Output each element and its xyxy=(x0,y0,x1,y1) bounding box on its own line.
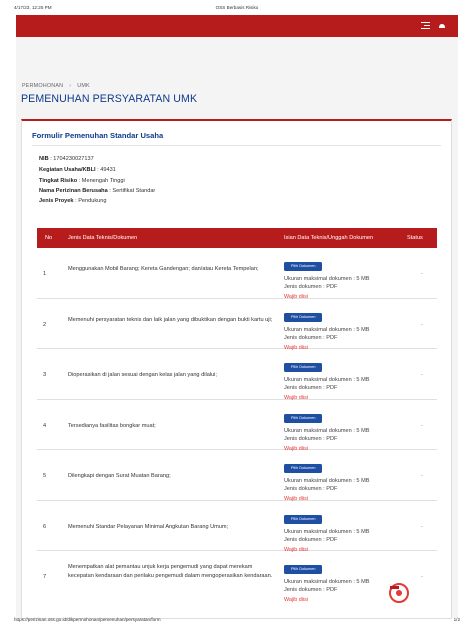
upload-cell xyxy=(284,254,409,300)
choose-document-button[interactable]: Pilih Dokumen xyxy=(284,565,322,574)
print-date: 4/17/23, 12:25 PM xyxy=(14,5,52,10)
max-size-label: Ukuran maksimal dokumen : 5 MB xyxy=(284,326,370,333)
doc-type-label: Jenis dokumen : PDF xyxy=(284,334,338,341)
table-row xyxy=(37,551,437,602)
max-size-label: Ukuran maksimal dokumen : 5 MB xyxy=(284,528,370,535)
feedback-button-icon[interactable] xyxy=(388,582,410,604)
required-label: Wajib diisi xyxy=(284,445,309,452)
info-permit xyxy=(39,188,155,194)
kbli-value: : 49431 xyxy=(95,167,116,173)
row-no: 5 xyxy=(43,473,47,479)
table-row xyxy=(37,248,437,299)
row-desc: Memenuhi Standar Pelayanan Minimal Angkutan Barang Umum; xyxy=(68,523,229,530)
print-page-number: 1/2 xyxy=(453,617,460,622)
breadcrumb xyxy=(22,83,90,89)
table-row xyxy=(37,501,437,552)
required-label: Wajib diisi xyxy=(284,294,309,301)
doc-type-label: Jenis dokumen : PDF xyxy=(284,486,338,493)
choose-document-button[interactable]: Pilih Dokumen xyxy=(284,464,322,473)
nib-value: : 1704230027137 xyxy=(48,156,94,162)
choose-document-button[interactable]: Pilih Dokumen xyxy=(284,363,322,372)
info-project xyxy=(39,198,107,204)
print-title: OSS Berbasis Risiko xyxy=(215,5,259,10)
row-desc: Dilengkapi dengan Surat Muatan Barang; xyxy=(68,473,171,479)
form-card xyxy=(21,119,452,619)
max-size-label: Ukuran maksimal dokumen : 5 MB xyxy=(284,478,370,484)
row-desc: Tersedianya fasilitas bongkar muat; xyxy=(68,422,156,429)
kbli-label: Kegiatan Usaha/KBLI xyxy=(39,167,96,173)
required-label: Wajib diisi xyxy=(284,395,309,402)
row-no: 7 xyxy=(43,574,47,580)
choose-document-button[interactable]: Pilih Dokumen xyxy=(284,262,322,271)
info-nib xyxy=(39,156,94,162)
chevron-right-icon: › xyxy=(69,83,72,89)
row-status: - xyxy=(421,271,423,277)
breadcrumb-item-umk: UMK xyxy=(77,83,90,89)
required-label: Wajib diisi xyxy=(284,344,309,351)
info-kbli xyxy=(39,167,116,173)
upload-cell xyxy=(284,305,409,351)
doc-type-label: Jenis dokumen : PDF xyxy=(284,284,338,291)
requirements-table xyxy=(37,228,437,602)
required-label: Wajib diisi xyxy=(284,546,309,553)
project-value: : Pendukung xyxy=(73,198,107,204)
row-status: - xyxy=(421,473,423,479)
upload-cell xyxy=(284,456,409,502)
row-no: 2 xyxy=(43,321,47,328)
doc-type-label: Jenis dokumen : PDF xyxy=(284,536,338,543)
row-no: 4 xyxy=(43,422,47,429)
row-desc: Memenuhi persyaratan teknis dan laik jalan yang dibuktikan dengan bukti kartu uji; xyxy=(68,316,273,323)
print-header xyxy=(14,5,460,15)
choose-document-button[interactable]: Pilih Dokumen xyxy=(284,414,322,423)
max-size-label: Ukuran maksimal dokumen : 5 MB xyxy=(284,276,370,282)
permit-value: : Sertifikat Standar xyxy=(107,188,156,194)
row-desc: Dioperasikan di jalan sesuai dengan kelas jalan yang dilalui; xyxy=(68,372,217,378)
choose-document-button[interactable]: Pilih Dokumen xyxy=(284,515,322,524)
hamburger-icon[interactable] xyxy=(421,22,430,29)
print-url: https://perizinan.oss.go.id/dikpermohonan/pemenuhan/persyaratan/form xyxy=(14,617,161,622)
project-label: Jenis Proyek xyxy=(39,198,74,204)
row-status: - xyxy=(421,422,423,429)
row-desc: Menggunakan Mobil Barang; Kereta Gandengan; dan/atau Kereta Tempelan; xyxy=(68,266,259,272)
risk-value: : Menengah Tinggi xyxy=(77,178,125,184)
row-desc: Menempatkan alat pemantau unjuk kerja pengemudi yang dapat merekam kecepatan kendaraan dan perilaku pengemudi dalam mengoperasikan kendaraan. xyxy=(68,564,273,579)
row-no: 6 xyxy=(43,523,47,530)
header-doc: Jenis Data Teknis/Dokumen xyxy=(68,235,138,241)
risk-label: Tingkat Risiko xyxy=(39,178,78,184)
doc-type-label: Jenis dokumen : PDF xyxy=(284,435,338,442)
max-size-label: Ukuran maksimal dokumen : 5 MB xyxy=(284,579,370,585)
table-row xyxy=(37,349,437,400)
choose-document-button[interactable]: Pilih Dokumen xyxy=(284,313,322,322)
table-row xyxy=(37,450,437,501)
upload-cell xyxy=(284,355,409,401)
row-status: - xyxy=(421,523,423,530)
nib-label: NIB xyxy=(39,156,49,162)
table-row xyxy=(37,299,437,350)
header-upload: Isian Data Teknis/Unggah Dokumen xyxy=(284,235,374,241)
breadcrumb-item-permohonan[interactable]: PERMOHONAN xyxy=(22,83,64,89)
row-no: 1 xyxy=(43,271,47,277)
top-navbar xyxy=(16,15,458,37)
doc-type-label: Jenis dokumen : PDF xyxy=(284,587,338,594)
row-no: 3 xyxy=(43,372,47,378)
max-size-label: Ukuran maksimal dokumen : 5 MB xyxy=(284,427,370,434)
required-label: Wajib diisi xyxy=(284,496,309,503)
permit-label: Nama Perizinan Berusaha xyxy=(39,188,108,194)
upload-cell xyxy=(284,406,409,452)
max-size-label: Ukuran maksimal dokumen : 5 MB xyxy=(284,377,370,383)
header-status: Status xyxy=(407,235,423,241)
row-status: - xyxy=(421,574,423,580)
page-title: PEMENUHAN PERSYARATAN UMK xyxy=(21,93,198,105)
row-status: - xyxy=(421,321,423,328)
card-title: Formulir Pemenuhan Standar Usaha xyxy=(32,131,164,140)
upload-cell xyxy=(284,507,409,553)
print-footer xyxy=(14,617,460,625)
user-icon[interactable] xyxy=(439,24,445,28)
doc-type-label: Jenis dokumen : PDF xyxy=(284,385,338,392)
table-row xyxy=(37,400,437,451)
header-no: No xyxy=(45,235,53,241)
row-status: - xyxy=(421,372,423,378)
table-header xyxy=(37,228,437,248)
required-label: Wajib diisi xyxy=(284,597,309,604)
info-risk xyxy=(39,178,125,184)
divider xyxy=(32,145,441,146)
